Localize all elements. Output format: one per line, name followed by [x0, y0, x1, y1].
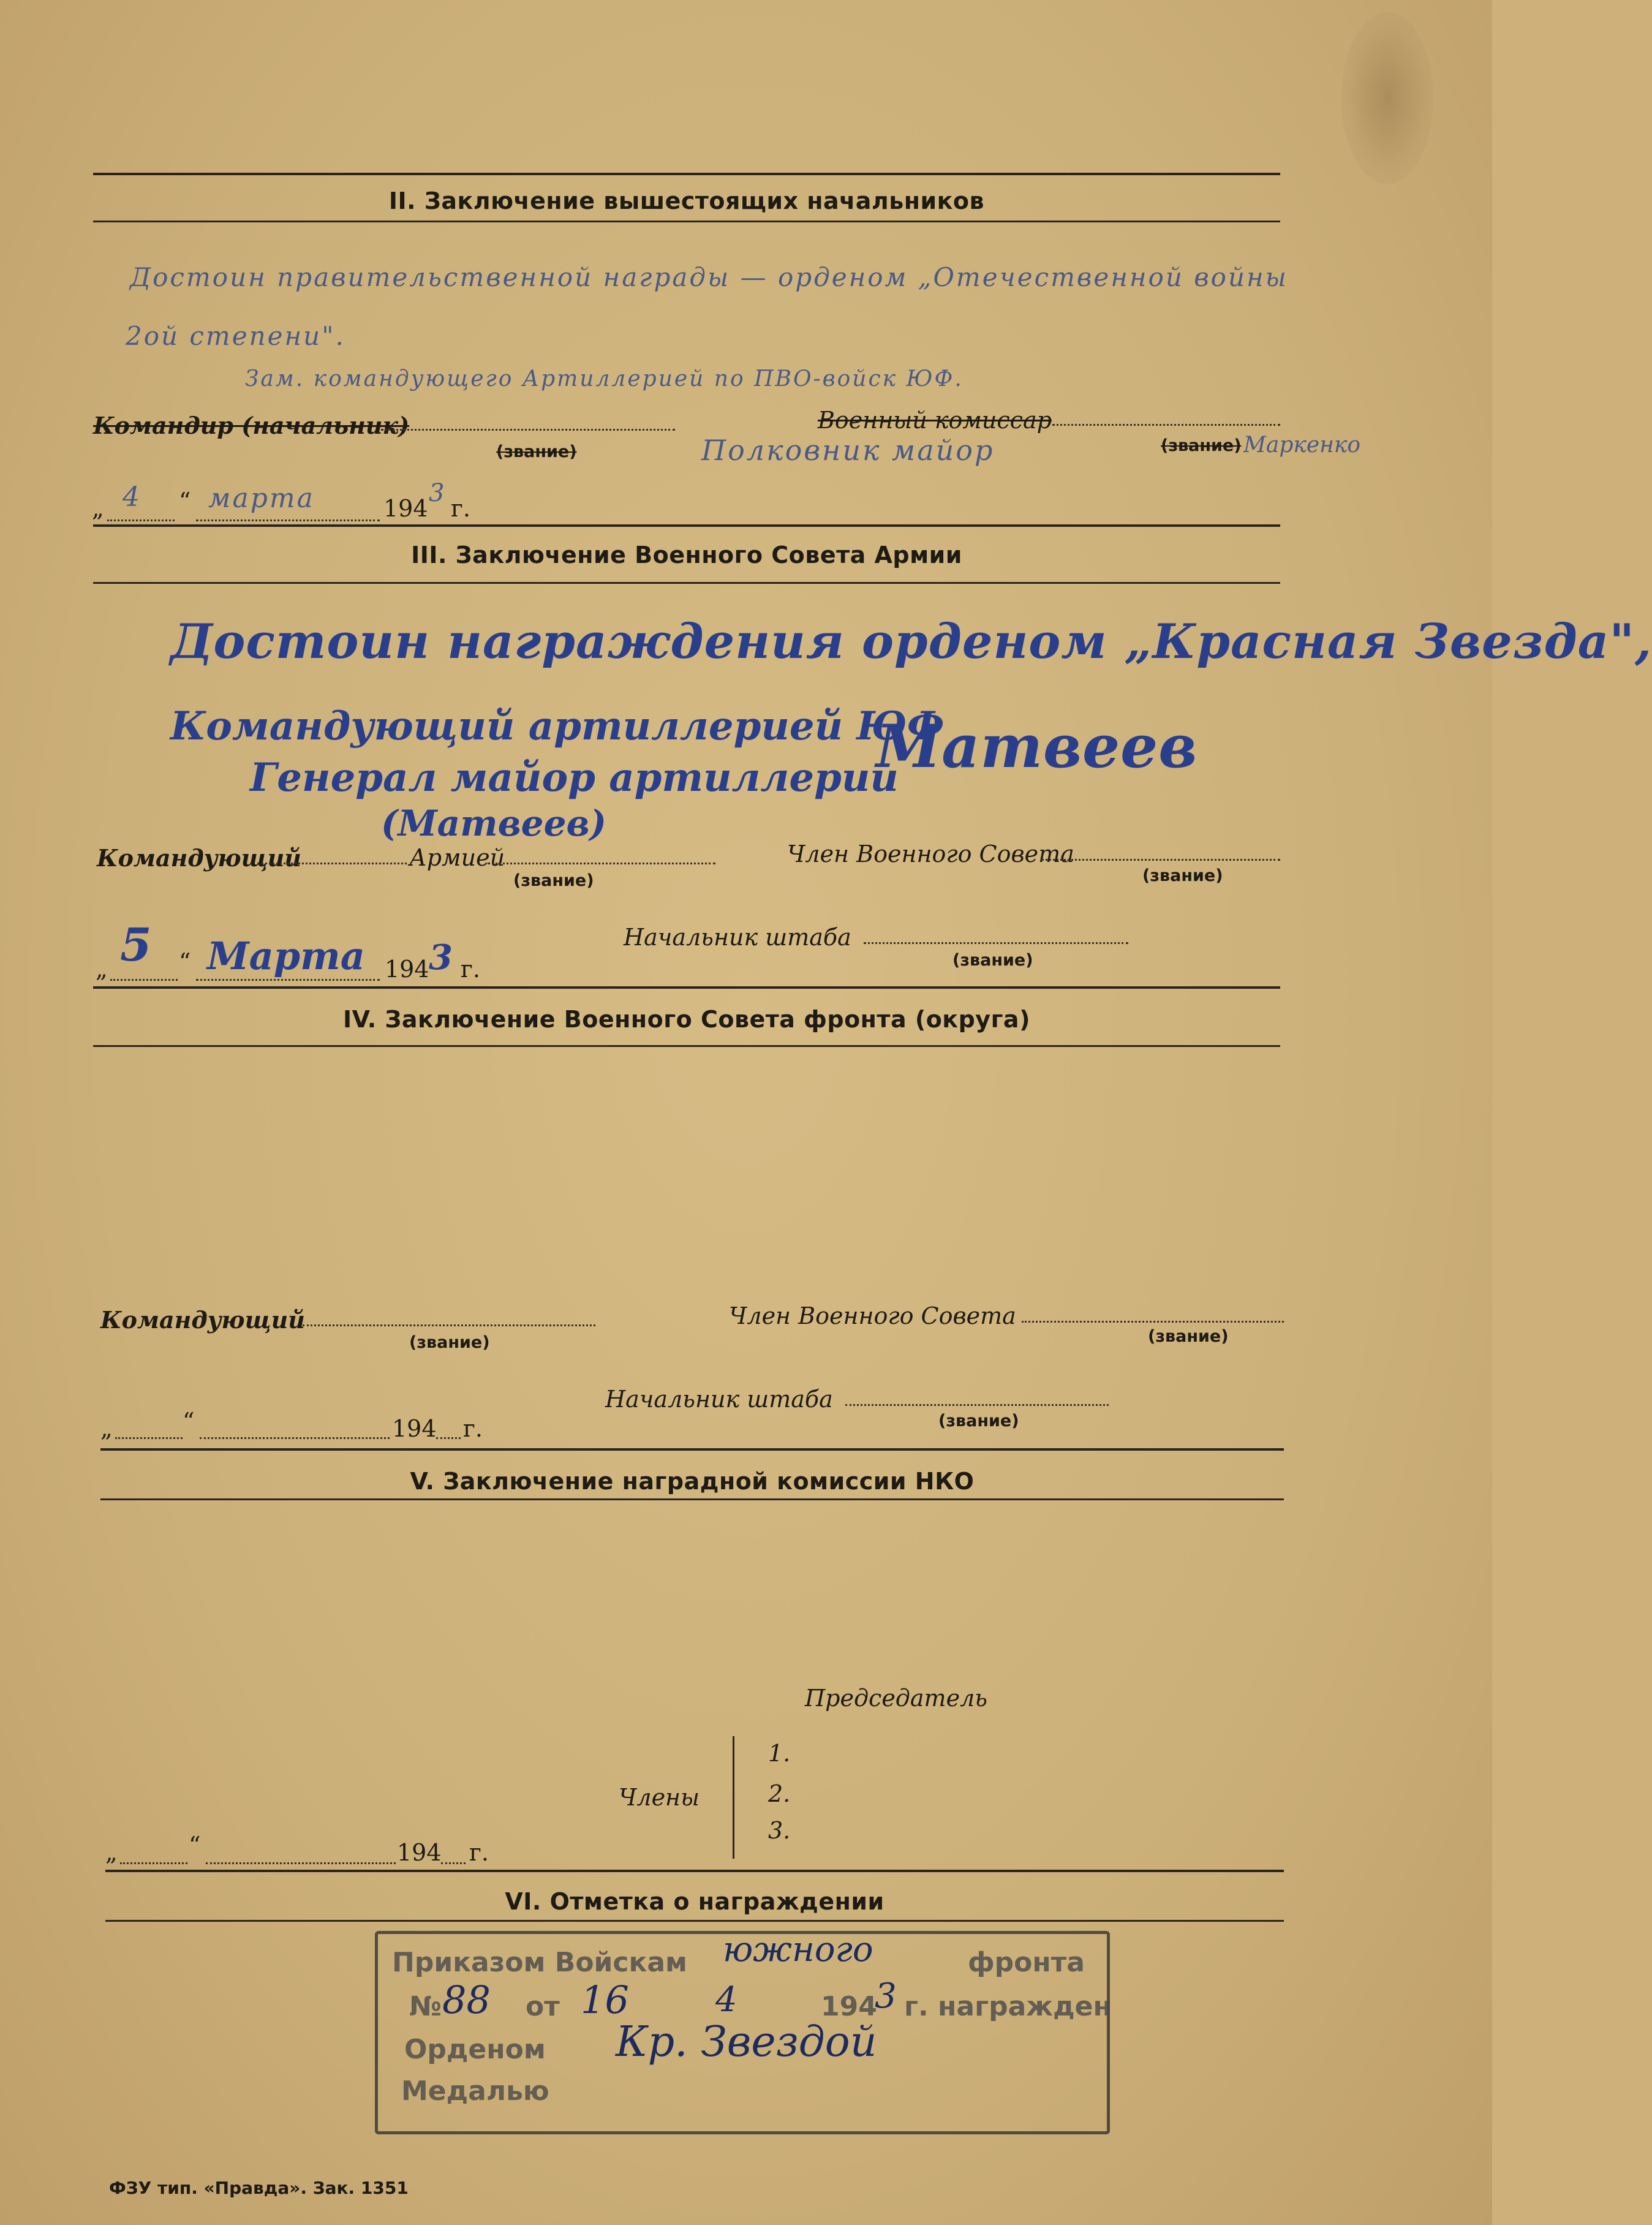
- army-chief-dotted-line: [864, 942, 1128, 944]
- stamp-line2-year: 194: [821, 1991, 877, 2022]
- section3-date-mid: “: [179, 948, 191, 975]
- member-3: 3.: [768, 1817, 791, 1844]
- section5-date-day-line: [120, 1862, 187, 1864]
- army-council-dotted-line: [1041, 859, 1280, 861]
- section5-heading: V. Заключение наградной комиссии НКО: [410, 1468, 975, 1495]
- section2-handwritten-line3: Зам. командующего Артиллерией по ПВО-войск ЮФ.: [245, 366, 964, 391]
- stamp-line2-number: 88: [442, 1978, 491, 2022]
- section3-date-open: „: [96, 956, 108, 983]
- section2-date-month: марта: [208, 483, 315, 514]
- section4-date-day-line: [115, 1437, 183, 1439]
- commissar-rank-hint: (звание): [1161, 436, 1242, 455]
- section3-handwritten-line4: (Матвеев): [381, 803, 607, 844]
- commander-rank-hint: (звание): [496, 442, 577, 461]
- front-council-dotted-line: [1022, 1321, 1284, 1323]
- section4-date-open: „: [100, 1415, 113, 1442]
- commander-label: Командир (начальник): [93, 412, 410, 439]
- section2-date-year-prefix: 194: [383, 495, 428, 522]
- army-council-label: Член Военного Совета: [787, 841, 1074, 867]
- section5-date-g: г.: [469, 1839, 489, 1866]
- stamp-line2-month: 4: [715, 1980, 737, 2020]
- section2-date-mid: “: [179, 488, 191, 515]
- section3-date-month: Марта: [207, 934, 365, 978]
- section3-top-rule: [93, 524, 1280, 527]
- section3-bottom-rule: [93, 582, 1280, 584]
- commander-dotted-line: [381, 429, 675, 431]
- section6-bottom-rule: [105, 1920, 1284, 1922]
- section5-top-rule: [100, 1448, 1284, 1451]
- front-council-rank-hint: (звание): [1148, 1327, 1229, 1346]
- section2-handwritten-line2: 2ой степени".: [126, 321, 345, 351]
- section2-bottom-rule: [93, 221, 1280, 222]
- stamp-line1-left: Приказом Войскам: [392, 1947, 687, 1978]
- section2-date-day-line: [107, 519, 175, 521]
- section5-date-open: „: [105, 1839, 118, 1866]
- chairman-label: Председатель: [805, 1685, 987, 1712]
- stamp-line2-right: г. награжден: [904, 1991, 1112, 2022]
- section3-date-month-line: [196, 979, 380, 981]
- front-commanding-label: Командующий: [100, 1306, 305, 1334]
- section2-date-g: г.: [451, 495, 470, 522]
- stamp-line3-hand: Кр. Звездой: [616, 2018, 877, 2066]
- army-dotted-line: [488, 863, 715, 864]
- section2-heading: II. Заключение вышестоящих начальников: [388, 187, 985, 214]
- front-chief-dotted-line: [845, 1404, 1109, 1406]
- stamp-line4-left: Медалью: [401, 2076, 549, 2107]
- section2-handwritten-rank: Полковник майор: [701, 434, 995, 467]
- front-commanding-dotted-line: [303, 1324, 595, 1326]
- section2-top-rule: [93, 173, 1280, 175]
- stamp-line1-hand: южного: [723, 1930, 873, 1970]
- section2-date-day: 4: [123, 482, 141, 513]
- section2-handwritten-line1: Достоин правительственной награды — орденом „Отечественной войны: [130, 262, 1288, 292]
- members-label: Члены: [619, 1784, 700, 1811]
- section3-heading: III. Заключение Военного Совета Армии: [411, 542, 962, 569]
- commissar-label: Военный комиссар: [818, 407, 1052, 434]
- front-chief-label: Начальник штаба: [605, 1386, 833, 1413]
- section3-handwritten-line3: Генерал майор артиллерии: [250, 755, 899, 801]
- section3-handwritten-line2: Командующий артиллерией ЮФ: [170, 703, 945, 749]
- army-label: Армией: [409, 844, 505, 871]
- member-1: 1.: [768, 1740, 791, 1767]
- stamp-line1-right: фронта: [968, 1947, 1085, 1978]
- stamp-line3-left: Орденом: [404, 2034, 546, 2065]
- army-council-rank-hint: (звание): [1142, 866, 1223, 885]
- stamp-line2-year-hand: 3: [875, 1976, 897, 2016]
- section6-top-rule: [105, 1870, 1284, 1872]
- section4-top-rule: [93, 986, 1280, 989]
- section4-heading: IV. Заключение Военного Совета фронта (округа): [343, 1006, 1030, 1033]
- paper-stain: [1341, 12, 1433, 184]
- front-commanding-rank-hint: (звание): [409, 1333, 490, 1352]
- member-2: 2.: [768, 1780, 791, 1807]
- army-chief-label: Начальник штаба: [624, 924, 851, 951]
- members-bracket: [733, 1736, 747, 1859]
- commissar-dotted-line: [1052, 424, 1280, 426]
- section4-date-month-line: [200, 1437, 390, 1439]
- section3-date-g: г.: [461, 956, 480, 983]
- section5-date-year: 194: [397, 1839, 442, 1866]
- front-council-label: Член Военного Совета: [729, 1302, 1016, 1329]
- section4-date-year-line: [436, 1437, 461, 1439]
- section5-bottom-rule: [100, 1498, 1284, 1500]
- section3-date-year-hand: 3: [429, 937, 453, 978]
- section2-date-month-line: [196, 519, 380, 521]
- army-commanding-dotted-line: [257, 863, 407, 864]
- section3-date-day-line: [110, 979, 178, 981]
- section3-date-year-prefix: 194: [385, 956, 429, 983]
- section4-date-mid: “: [183, 1408, 195, 1435]
- army-rank-hint: (звание): [513, 871, 594, 890]
- army-commanding-label: Командующий: [97, 844, 301, 872]
- stamp-line2-day: 16: [581, 1978, 629, 2022]
- army-chief-rank-hint: (звание): [952, 951, 1033, 970]
- section3-date-day: 5: [120, 919, 152, 972]
- section5-date-mid: “: [189, 1832, 201, 1859]
- section3-handwritten-signature: Матвеев: [876, 712, 1198, 781]
- section3-handwritten-line1: Достоин награждения орденом „Красная Звезда",: [170, 614, 1652, 670]
- section4-bottom-rule: [93, 1045, 1280, 1047]
- print-footer: ФЗУ тип. «Правда». Зак. 1351: [109, 2178, 409, 2198]
- section2-date-year-hand: 3: [429, 479, 447, 507]
- front-chief-rank-hint: (звание): [938, 1411, 1019, 1430]
- section5-date-year-line: [441, 1862, 466, 1864]
- section2-date-open: „: [92, 495, 104, 522]
- section6-heading: VI. Отметка о награждении: [505, 1888, 884, 1915]
- stamp-line2-from: от: [526, 1991, 560, 2022]
- stamp-line2-number-sign: №: [409, 1991, 442, 2022]
- section4-date-g: г.: [463, 1415, 483, 1442]
- section4-date-year: 194: [392, 1415, 437, 1442]
- section2-handwritten-name: Маркенко: [1243, 433, 1361, 458]
- section5-date-month-line: [206, 1862, 396, 1864]
